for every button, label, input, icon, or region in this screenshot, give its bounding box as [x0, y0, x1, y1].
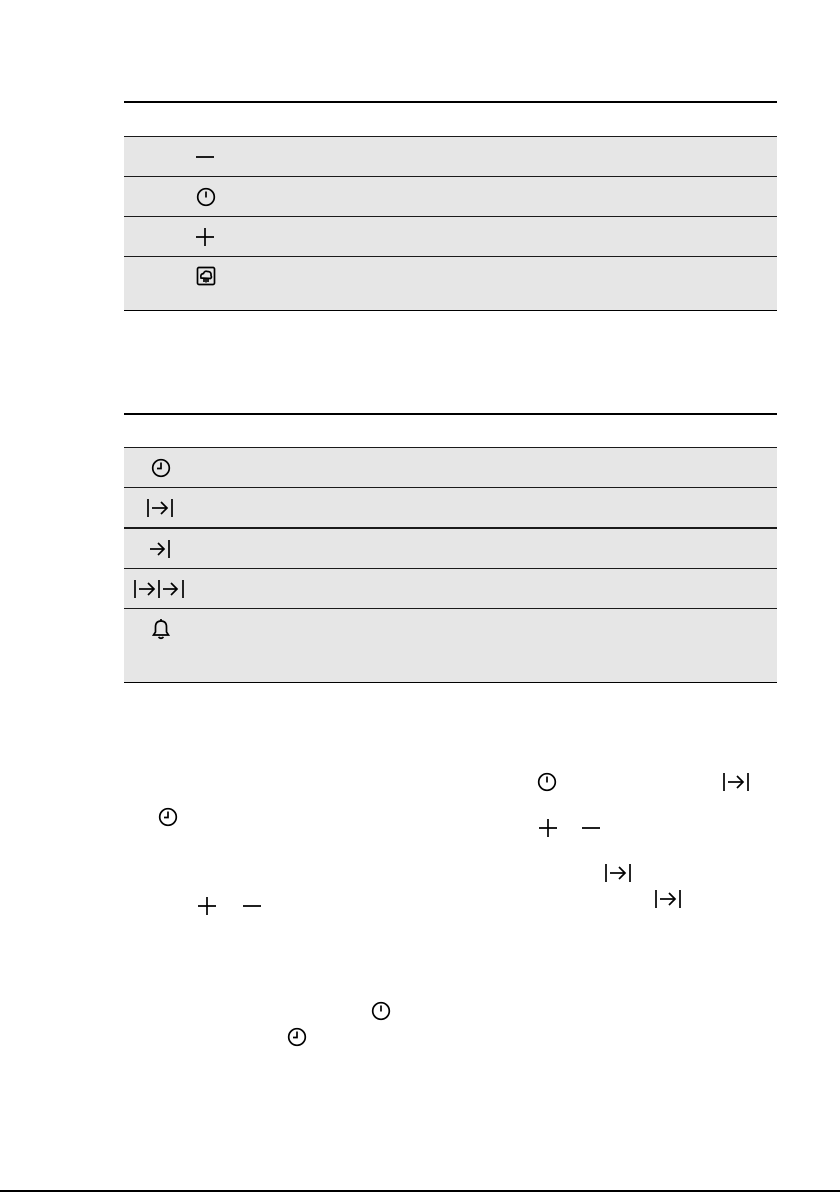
- table-top-rule: [124, 101, 777, 103]
- end-time-icon: [148, 539, 172, 559]
- clock-functions-table: [124, 413, 777, 683]
- table-row: [124, 447, 777, 488]
- minute-minder-bell-icon: [152, 618, 170, 640]
- table-top-rule: [124, 413, 777, 415]
- steam-clean-icon: [196, 266, 216, 286]
- table-bottom-rule: [124, 310, 777, 311]
- plus-icon: [538, 818, 558, 838]
- duration-icon: [654, 889, 682, 909]
- table-row: [124, 527, 777, 569]
- duration-icon: [146, 498, 174, 518]
- time-of-day-icon: [151, 458, 171, 478]
- time-of-day-icon: [287, 1027, 307, 1047]
- clock-icon: [196, 187, 216, 207]
- table-row: [124, 136, 777, 177]
- duration-icon: [722, 772, 750, 792]
- table-row: [124, 216, 777, 257]
- plus-icon: [195, 227, 215, 247]
- time-of-day-icon: [158, 807, 178, 827]
- plus-icon: [197, 896, 217, 916]
- display-buttons-table: [124, 101, 777, 311]
- clock-icon: [371, 1001, 391, 1021]
- time-delay-icon: [133, 579, 187, 599]
- minus-icon: [581, 818, 601, 838]
- duration-icon: [604, 863, 632, 883]
- clock-icon: [537, 772, 557, 792]
- minus-icon: [242, 896, 262, 916]
- table-row: [124, 608, 777, 683]
- table-bottom-rule: [124, 682, 777, 683]
- table-row: [124, 568, 777, 609]
- table-row: [124, 256, 777, 311]
- table-row: [124, 176, 777, 217]
- minus-icon: [195, 147, 215, 167]
- table-row: [124, 487, 777, 528]
